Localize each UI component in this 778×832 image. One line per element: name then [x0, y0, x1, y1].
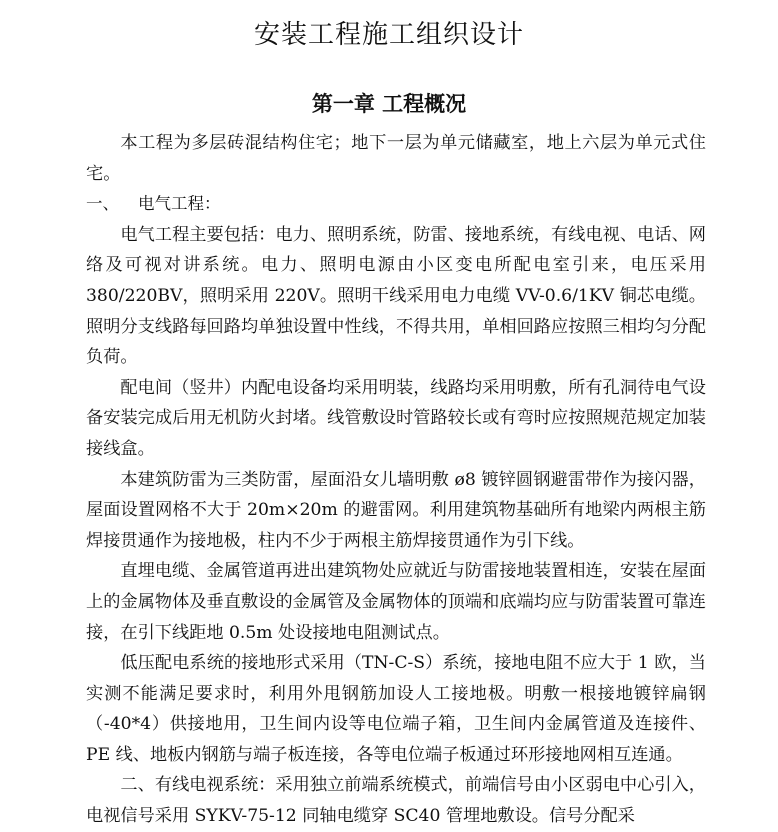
paragraph-lightning-protection: 本建筑防雷为三类防雷，屋面沿女儿墙明敷 ø8 镀锌圆钢避雷带作为接闪器，屋面设置网格不大于 20m×20m 的避雷网。利用建筑物基础所有地梁内两根主筋焊接贯通作为接地极，柱内不少于两根主筋焊接贯通作为引下线。: [86, 469, 706, 551]
chapter-title: 第一章 工程概况: [311, 92, 467, 116]
paragraph-electrical-scope: 电气工程主要包括：电力、照明系统，防雷、接地系统，有线电视、电话、网络及可视对讲系统。电力、照明电源由小区变电所配电室引来，电压采用 380/220BV，照明采用 220V。照明干线采用电力电缆 VV-0.6/1KV 铜芯电缆。照明分支线路每回路均单独设置中性线，不得共用，单相回路应按照三相均匀分配负荷。: [86, 224, 706, 368]
document-title: 安装工程施工组织设计: [253, 20, 524, 50]
intro-paragraph: 本工程为多层砖混结构住宅；地下一层为单元储藏室，地上六层为单元式住宅。: [86, 133, 706, 184]
paragraph-distribution-room: 配电间（竖井）内配电设备均采用明装，线路均采用明敷，所有孔洞待电气设备安装完成后用无机防火封堵。线管敷设时管路较长或有弯时应按照规范规定加装接线盒。: [86, 377, 706, 459]
section-heading-text: 电气工程：: [138, 194, 221, 214]
section-number: 一、: [86, 194, 119, 214]
section-heading-electrical: [86, 189, 706, 220]
paragraph-cable-tv: 二、有线电视系统：采用独立前端系统模式，前端信号由小区弱电中心引入，电视信号采用 SYKV-75-12 同轴电缆穿 SC40 管埋地敷设。信号分配采: [86, 775, 706, 827]
document-body: [86, 128, 706, 832]
paragraph-grounding-system: 低压配电系统的接地形式采用（TN-C-S）系统，接地电阻不应大于 1 欧，当实测不能满足要求时，利用外甩钢筋加设人工接地极。明敷一根接地镀锌扁钢（-40*4）供接地用，卫生间内设等电位端子箱，卫生间内金属管道及连接件、PE 线、地板内钢筋与端子板连接，各等电位端子板通过环形接地网相互连通。: [86, 653, 706, 765]
paragraph-buried-cables: 直埋电缆、金属管道再进出建筑物处应就近与防雷接地装置相连，安装在屋面上的金属物体及垂直敷设的金属管及金属物体的顶端和底端均应与防雷装置可靠连接，在引下线距地 0.5m 处设接地电阻测试点。: [86, 561, 706, 643]
